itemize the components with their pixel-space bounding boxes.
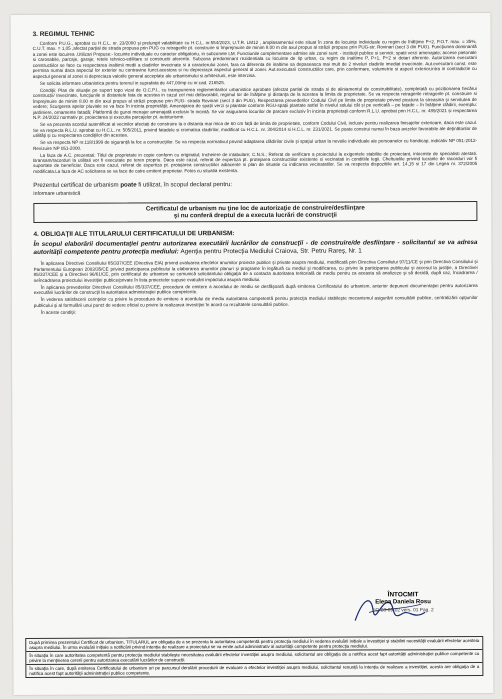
section-4-paragraph: În aplicarea prevederilor Directivei Consiliului 85/337/CEE, procedura de emitere a acordului de mediu se desfăşoară după emiterea Certificatului de urbanism, anterior depunerii documentaţiei pentru autorizarea executării lucrărilor de construcţii la autoritatea administraţiei publice competente. [33, 282, 478, 296]
notice-line-1: Certificatul de urbanism nu ţine loc de autorizaţie de construire/desfiinţare [145, 204, 365, 213]
obligations-table [25, 636, 483, 678]
signature-block [343, 591, 463, 615]
section-4-scope [34, 239, 478, 256]
usage-purpose: Informare urbanistică [33, 190, 81, 197]
notice-box [33, 201, 477, 224]
section-4-paragraph: În aceste condiţii: [40, 309, 76, 315]
section-3-paragraph: Se va prezenta acordul autentificat al vecinilor afectați de construire la o distanta mai mica de 60 cm față de limita de proprietate, conform Codului Civil, inclusiv pentru realizarea finisajelor exterioare, daca este cazul. Se va respecta R.L.U. aprobat cu H.C.L. nr. 505/2011, privind fatadele si cromatica cladirilor, modificat cu H.C.L. nr. 304/2014 si H.C.L. nr. 231/2021. Se poate construi numai în baza avizelor favorabile ale deţinătorilor de utilităţi şi cu respectarea condiţiilor din acestea. [33, 120, 478, 138]
signature-title: ÎNTOCMIT [387, 591, 419, 599]
section-3-title: 3. REGIMUL TEHNIC [32, 30, 95, 38]
document-page [11, 13, 494, 695]
document-body [33, 27, 478, 317]
section-3-paragraph: Se solicita informare urbanistica pentru terenul in suprafata de 447,00mp cu nr.cad. 216525. [39, 79, 226, 86]
table-row: În situaţia în care, după emiterea Certificatului de urbanism ori pe parcursul derulării procedurii de evaluare a efectelor investiţiei asupra mediului, solicitantul renunţă la intenţia de realizare a investiţiei, acesta are obligaţia de a notifica acest fapt autorităţii administraţiei publice competente. [29, 663, 480, 676]
form-footer [343, 608, 463, 615]
notice-line-2: şi nu conferă dreptul de a executa lucrări de construcţii [173, 211, 337, 220]
signature-name: Elena Daniela Rosu [375, 599, 431, 606]
section-3-paragraph: Condiţii: Plan de situaţie pe suport topo vizat de O.C.P.I., cu transpunerea reglementarilor urbanistice aprobate (afectat partial de strada si de aliniamentul de construibilitate), completată cu poziționarea fiecărui construcții/ Invecinate, funcţiunile si distantele fata de acestea in cazul cel mai defavorabil, regimul lor de înălţime şi distanţa de la acestea la limita de proprietate. Se va respecta retragerile retragerile pt. construire si împrejmuire de minim 8.00 m din axul propus al străzii propuse prin PUG- strada Rovinari (sect 3 din PUG). Respectarea prevederilor Codului Civil pe limita de proprietate privind picatura la streasina şi servitutea de vedere; Scurgerea apelor pluviale se va face în incinta proprietăţii; Amenajarea de spații verzi și plantate conform RGU-spații plantate astfel în nivelul solului cât și pe verticală – pe fațade – în înălțime clădirii, exemplu: jardiniere, ornamente fatadă; Platformă de gunoi menajer amenajată exclusiv în incintă. Se vor asigurarea locurilor de parcare exclusiv în incinta proprietații conform R.L.U. aprobat prin H.C.L. nr. 489/2021 și respectarea N.P. 24/2022 normativ pt. proiectarea și executia parcajelor pt. autoturisme. [32, 85, 477, 121]
section-4-title: 4. OBLIGAŢII ALE TITULARULUI CERTIFICATULUI DE URBANISM: [33, 230, 235, 239]
usage-prefix: Prezentul certificat de urbanism [33, 181, 119, 190]
section-3-paragraph: La faza de A.C. prezentati: Titlul de proprietate in copie conform cu originalul; Incheiere de intabulare; C.N.S.; Referat de verificare a proiectului la exigentele stabilite de proiectant, intocmite de specialisti atestati. Bransam/racorduri la utilitati vor fi executate pe teren propriu. Daca este cazul, referat de expertiza pt. protejarea constructiilor existente si vecinatati in conditiile legii. Cheltuielile privind lucrarile de racorduri vor fi suportate de beneficiar. Daca este cazul, referat de expertiza pt. protejarea constructiilor adiacente si plan de situatie cu indicarea vecinatatilor. Se va respecta dispozitiile art. 14,15 si 17 din Legea nr. 372/2005 modificata.La faza de AC solicitarea se va face de catre emitent proprietar. Fotos cu situatia existenta. [33, 150, 478, 174]
usage-word: poate [120, 181, 137, 189]
page-number: Pag. 2 [419, 608, 434, 614]
section-3-paragraph: Conform P.U.G., aprobat cu H.C.L. nr. 23/2000 şi prelungit valabilitate cu H.C.L. nr.554/2023, U.T.R. LM12 , amplasamentul este situat în zona de locuinţe individuale cu regim de înălţime P+2, P.O.T. max. = 35%, C.U.T. max. = 1,05 ,afectat parţial de strada propusa prin PUG cu retragerile pt. construire si împrejmuire de minim 8.00 m din axul propus al străzii propuse prin PUG-str. Rovinari (sect 3 din PUG). Funcţiunea dominantă a zonei este locuirea .Utilizari Propuse:- locuinte individuale cu caracter obligatoriu, in subzonele LM. Functiunile complementare admise ale zonei sunt: - instituţii publice si servicii; spatii verzi amenajate; accese pietonale si carosabile, parcaje, garaje; retele tehnico-edilitare si constructii aferente. Subzona predominant rezidentiala cu locuinte de tip urban, cu regim de inaltime P, P+1, P+2 si dotari aferente. Autorizarea executarii constructiilor se face cu respectarea inaltimii medii a cladirilor invecinate si a caracterului zonei, fara ca diferenta de inaltime sa depaseasca mai mult de 2 niveluri cladirile imediat invecinate. Aut.executarii const. este permisa numai daca aspectul lor exterior nu contravine funct.acestora si nu depreciaza aspectul general al zonei. Aut.executarii constructiilor care, prin conformare, volumetrie si aspect exterior,intra in contradictie cu aspectul general al zonei si depreciaza valorile general acceptate ale urbanismului si arhitecturii, este interzisa. [32, 39, 477, 79]
section-4-paragraph: În aplicarea Directivei Consiliului 85/337/CEE (Directiva EIA) privind evaluarea efectelor anumitor proiecte publice şi private asupra mediului, modificată prin Directiva Consiliului 97/11/CE şi prin Directiva Consiliului şi Parlamentului European 2003/35/CE privind participarea publicului la elaborarea anumitor planuri şi programe în legătură cu mediul şi modificarea, cu privire la participarea publicului şi accesul la justiţie, a Directivei 85/337/CEE şi a Directivei 96/61/CE, prin certificatul de urbanism se comunică solicitantului obligaţia de a contacta autoritatea teritorială de mediu pentru ca aceasta să analizeze şi să decidă, după caz, încadrarea / neîncadrarea proiectului investiţiei publice/private în lista proiectelor supuse evaluării impactului asupra mediului. [33, 259, 478, 283]
section-4-paragraph: În vederea satisfacerii cerinţelor cu privire la procedura de emitere a acordului de mediu autoritatea competentă pentru protecţia mediului stabileşte mecanismul asigurării consultării publice, centralizării opţiunilor publicului şi al formulării unui punct de vedere oficial cu privire la realizarea investiţiei în acord cu rezultatele consultării publice. [33, 295, 478, 308]
scope-authority: Agenţia pentru Protecţia Mediului Craiova, Str. Petru Rareş, Nr. 1 [180, 247, 362, 256]
form-code: FO-03-09-02 vers. 01 [372, 608, 419, 614]
usage-statement [33, 180, 477, 198]
section-3-paragraph: Se va respecta NP nr.118/1999 de siguranţă la foc a construcţiilor. Se va respecta normativul privind adaptarea clădirilor civile şi spaţiul urban la nevoile individuale ale persoanelor cu handicap, indicativ NP 051-2012-Revizuire NP 051-2000. [33, 138, 478, 151]
usage-suffix: fi utilizat, în scopul declarat pentru: [138, 181, 233, 189]
table-row: După primirea prezentului Certificat de urbanism, TITULARUL are obligaţia de a se prezenta la autoritatea competentă pentru protecţia mediului în vederea evaluării iniţiale a investiţiei şi stabilirii necesităţii evaluării efectelor acesteia asupra mediului. În urma evaluării iniţiale a notificării privind intenţia de realizare a proiectului se va emite actul administrativ al autorităţii competente pentru protecţia mediului. [26, 637, 482, 652]
scope-text: În scopul elaborării documentaţiei pentru autorizarea executării lucrărilor de construcţii - de construire/de desfiinţare - solicitantul se va adresa autorităţii competente pentru protecţia mediului: [33, 239, 478, 256]
table-row: În situaţia în care autoritatea competentă pentru protecţia mediului stabileşte necesitatea evaluării efectelor investiţiei asupra mediului, solicitantul are obligaţia de a notifica acest fapt autorităţii administraţiei publice competente cu privire la menţinerea cererii pentru autorizarea executării lucrărilor de construcţii. [26, 650, 482, 665]
